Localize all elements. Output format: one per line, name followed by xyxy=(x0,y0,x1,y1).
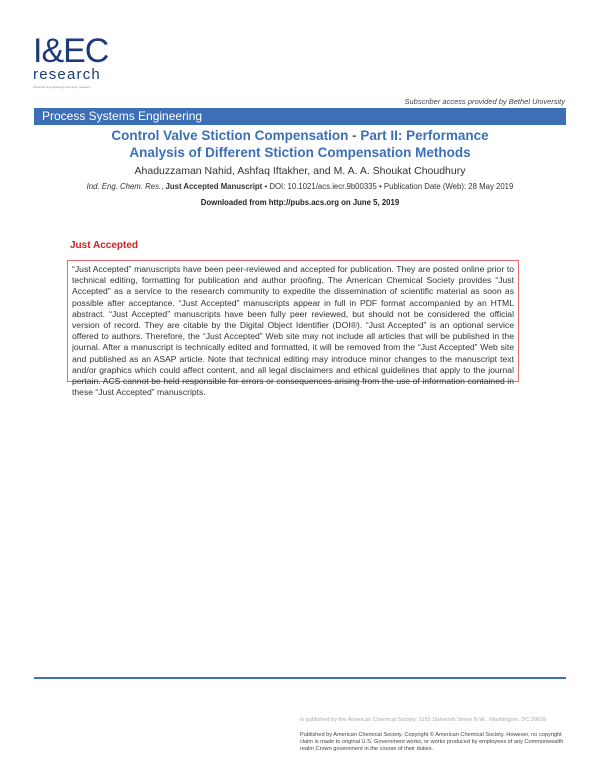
just-accepted-notice-text: “Just Accepted” manuscripts have been peer-reviewed and accepted for publication. They are posted online prior to technical editing, formatting for publication and author proofing. The American Chemical Society provides “Just Accepted” as a service to the research community to expedite the dissemination of scientific material as soon as possible after acceptance. “Just Accepted” manuscripts appear in full in PDF format accompanied by an HTML abstract. “Just Accepted” manuscripts have been fully peer reviewed, but should not be considered the official version of record. They are citable by the Digital Object Identifier (DOI®). “Just Accepted” is an optional service offered to authors. Therefore, the “Just Accepted” Web site may not include all articles that will be published in the journal. After a manuscript is technically edited and formatted, it will be removed from the “Just Accepted” Web site and published as an ASAP article. Note that technical editing may introduce minor changes to the manuscript text and/or graphics which could affect content, and all legal disclaimers and ethical guidelines that apply to the journal pertain. ACS cannot be held responsible for errors or consequences arising from the use of information contained in these “Just Accepted” manuscripts. xyxy=(72,264,514,398)
section-name: Process Systems Engineering xyxy=(42,109,203,123)
title-line-2: Analysis of Different Stiction Compensation Methods xyxy=(129,145,471,160)
just-accepted-notice-box xyxy=(67,260,519,398)
logo-sub-text: research xyxy=(33,66,101,83)
section-banner xyxy=(34,108,566,125)
author-list: Ahaduzzaman Nahid, Ashfaq Iftakher, and M. A. A. Shoukat Choudhury xyxy=(134,165,466,177)
manuscript-status: Just Accepted Manuscript xyxy=(165,182,263,191)
journal-logo xyxy=(33,34,123,90)
journal-abbreviation: Ind. Eng. Chem. Res. xyxy=(86,182,162,191)
logo-tagline: industrial & engineering chemistry research xyxy=(33,85,91,89)
copyright-notice: Published by American Chemical Society. Copyright © American Chemical Society. However, no copyright claim is made to original U.S. Government works, or works produced by employees of any Commonwealth realm Crown government in the course of their duties. xyxy=(300,732,564,752)
doi-and-date: • DOI: 10.1021/acs.iecr.9b00335 • Publication Date (Web): 28 May 2019 xyxy=(264,182,514,191)
download-note: Downloaded from http://pubs.acs.org on June 5, 2019 xyxy=(200,198,400,207)
article-title xyxy=(40,127,560,161)
footer-divider xyxy=(34,677,566,679)
publisher-address: is published by the American Chemical Society. 1155 Sixteenth Street N.W., Washington, DC 20036 xyxy=(300,717,547,723)
just-accepted-heading: Just Accepted xyxy=(70,240,138,251)
citation-line: Ind. Eng. Chem. Res., Just Accepted Manuscript • DOI: 10.1021/acs.iecr.9b00335 • Publication Date (Web): 28 May 2019 xyxy=(86,182,514,191)
title-line-1: Control Valve Stiction Compensation - Part II: Performance xyxy=(111,128,489,143)
logo-main-text: I&EC xyxy=(33,32,109,70)
subscriber-access-note: Subscriber access provided by Bethel University xyxy=(404,97,565,106)
